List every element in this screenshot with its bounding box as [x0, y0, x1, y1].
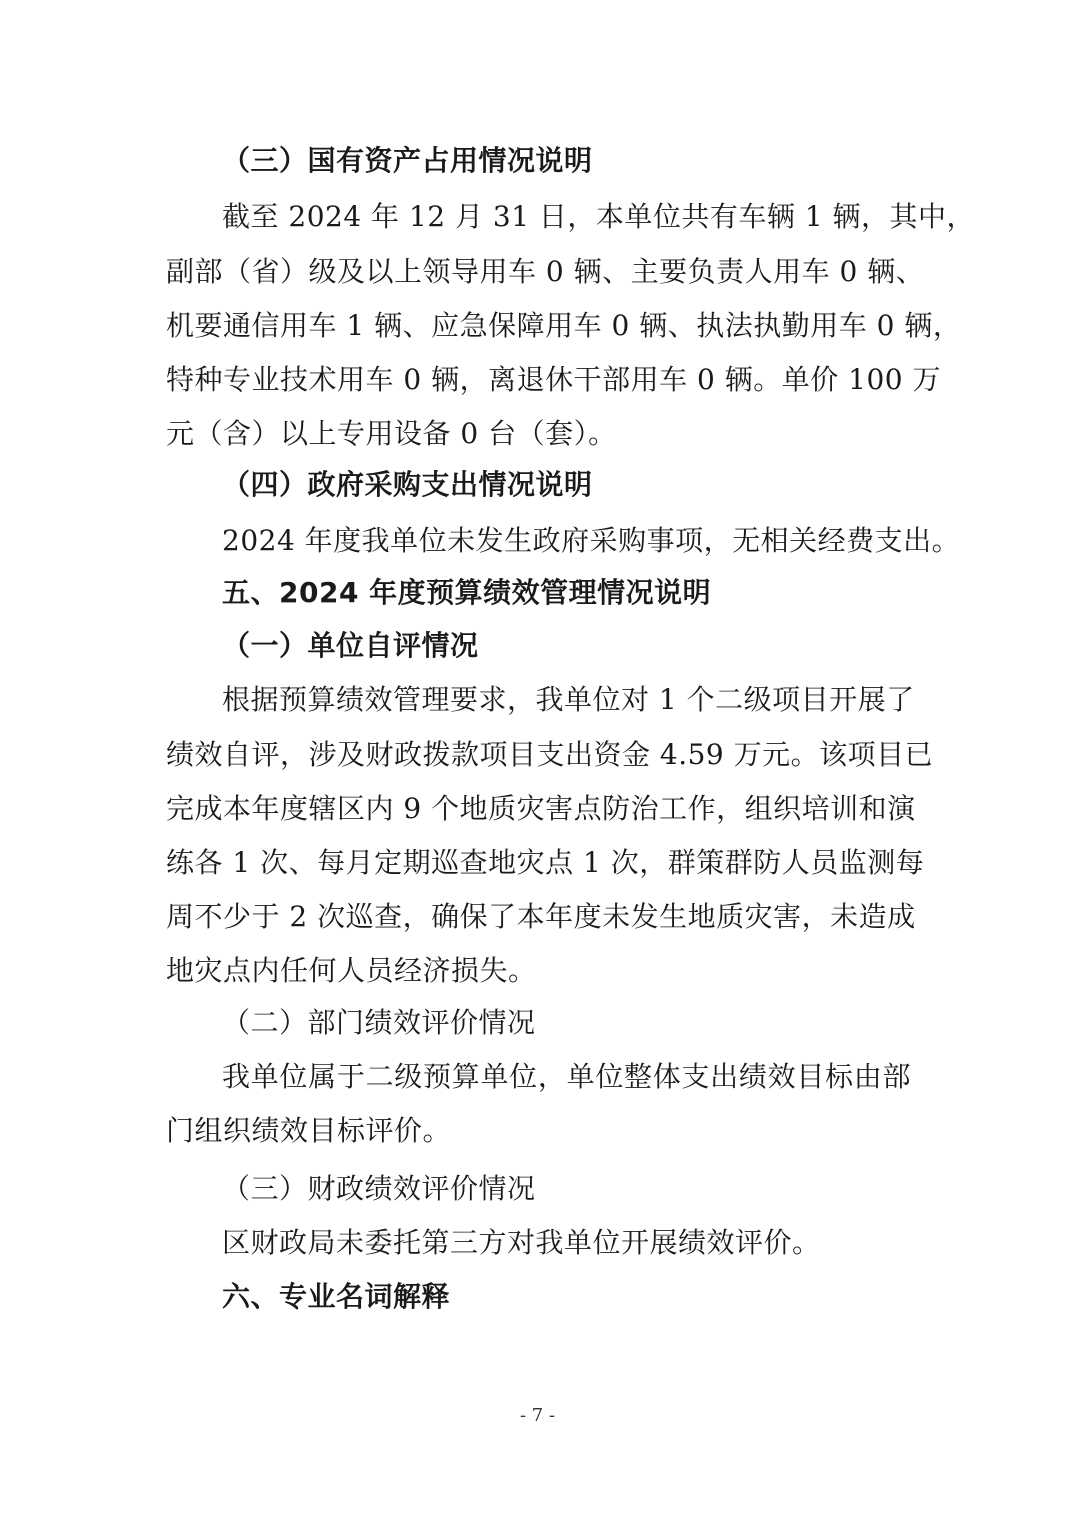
section-heading: 六、专业名词解释 [222, 1280, 451, 1313]
heading-self-eval: （一）单位自评情况 [222, 629, 479, 662]
paragraph-line: 区财政局未委托第三方对我单位开展绩效评价。 [222, 1226, 821, 1259]
paragraph-line: 根据预算绩效管理要求，我单位对 1 个二级项目开展了 [222, 683, 915, 716]
paragraph-line: 截至 2024 年 12 月 31 日，本单位共有车辆 1 辆，其中， [222, 200, 976, 233]
heading-procurement: （四）政府采购支出情况说明 [222, 468, 593, 501]
paragraph-line: 周不少于 2 次巡查，确保了本年度未发生地质灾害，未造成 [166, 900, 916, 933]
heading-dept-eval: （二）部门绩效评价情况 [222, 1006, 536, 1039]
paragraph-line: 门组织绩效目标评价。 [166, 1114, 452, 1147]
paragraph-line: 元（含）以上专用设备 0 台（套）。 [166, 417, 617, 450]
paragraph-line: 副部（省）级及以上领导用车 0 辆、主要负责人用车 0 辆、 [166, 255, 925, 288]
paragraph-line: 绩效自评，涉及财政拨款项目支出资金 4.59 万元。该项目已 [166, 738, 934, 771]
section-heading: 五、2024 年度预算绩效管理情况说明 [222, 576, 712, 609]
paragraph-line: 练各 1 次、每月定期巡查地灾点 1 次，群策群防人员监测每 [166, 846, 925, 879]
paragraph-line: 机要通信用车 1 辆、应急保障用车 0 辆、执法执勤用车 0 辆， [166, 309, 962, 342]
page-number: - 7 - [519, 1405, 556, 1426]
paragraph-line: 2024 年度我单位未发生政府采购事项，无相关经费支出。 [222, 524, 961, 557]
paragraph-line: 地灾点内任何人员经济损失。 [166, 954, 537, 987]
heading-assets: （三）国有资产占用情况说明 [222, 144, 593, 177]
heading-fiscal-eval: （三）财政绩效评价情况 [222, 1172, 536, 1205]
paragraph-line: 完成本年度辖区内 9 个地质灾害点防治工作，组织培训和演 [166, 792, 916, 825]
paragraph-line: 特种专业技术用车 0 辆，离退休干部用车 0 辆。单价 100 万 [166, 363, 941, 396]
paragraph-line: 我单位属于二级预算单位，单位整体支出绩效目标由部 [222, 1060, 911, 1093]
